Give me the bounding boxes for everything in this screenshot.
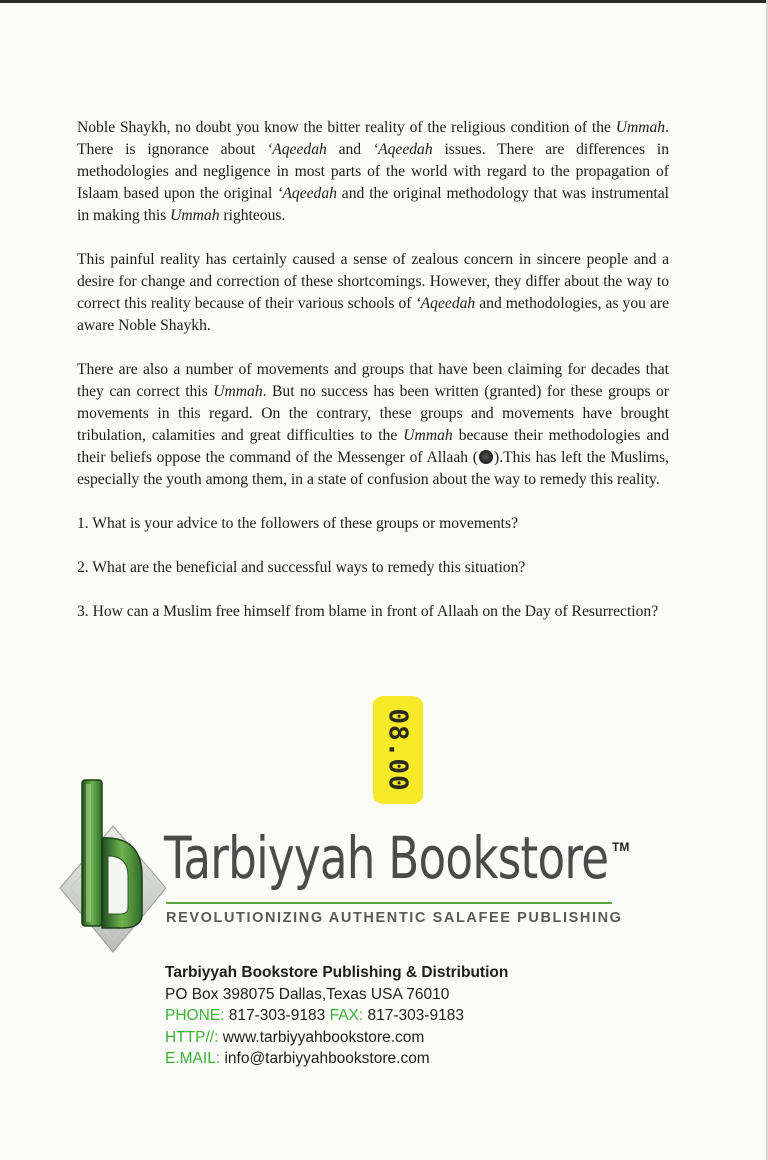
phone-label: PHONE: [165,1007,225,1024]
p1-term-ummah: Ummah [615,119,666,136]
p2-term-aqeedah: ‘Aqeedah [415,295,476,312]
p1-term-aqeedah: ‘Aqeedah [267,141,327,158]
website-line [165,1027,508,1049]
p2-text-a: This painful reality has certainly caused a sense of zealous concern in sincere people and a desire for change and correction of these shortcomings. However, they differ about the way to correct this reality because of their various schools of [77,251,669,312]
p1-text-a: Noble Shaykh, no doubt you know the bitter reality of the religious condition of the [77,119,616,136]
contact-block [165,962,508,1070]
question-3: 3. How can a Muslim free himself from blame in front of Allaah on the Day of Resurrection? [77,603,659,620]
brand-name: Tarbiyyah Bookstore [164,824,609,892]
body-text [77,117,669,645]
price-sticker [373,696,423,804]
p1-term-aqeedah-3: ‘Aqeedah [277,185,337,202]
p1-term-ummah-2: Ummah [170,207,220,224]
paragraph-2 [77,249,669,337]
website-label: HTTP//: [165,1028,219,1046]
postal-address: PO Box 398075 Dallas,Texas USA 76010 [165,985,450,1003]
salutation-glyph-icon [479,450,493,464]
email-line [165,1048,508,1070]
website-url[interactable]: www.tarbiyyahbookstore.com [218,1028,425,1046]
p3-text-c: . But no success has been written (granted) for these groups or movements in this regard. On the contrary, these groups and movements have brought tribulation, calamities and great difficulties to the [77,383,669,444]
price-sticker-text: 08.00 [383,708,413,792]
scan-top-edge [0,0,768,3]
p1-text-e: and [326,141,373,158]
p3-text-a: There are also a number of movements and groups that have been claiming for decades that they can correct this [77,361,669,400]
paragraph-1 [77,117,669,227]
bookstore-logo-icon [58,776,168,956]
p3-text-e: because their methodologies and their beliefs oppose the command of the Messenger of Allaah ( [77,427,669,466]
fax-number: 817-303-9183 [363,1007,465,1024]
phone-fax-line [165,1005,508,1027]
publisher-title: Tarbiyyah Bookstore Publishing & Distribution [165,964,509,981]
paragraph-3 [77,359,669,491]
question-1: 1. What is your advice to the followers of these groups or movements? [77,515,518,532]
email-label: E.MAIL: [165,1050,221,1067]
brand-divider [166,902,612,904]
phone-number: 817-303-9183 [224,1007,330,1024]
brand-tagline: REVOLUTIONIZING AUTHENTIC SALAFEE PUBLISHING [166,910,623,926]
trademark-mark: TM [612,840,630,854]
question-2: 2. What are the beneficial and successful ways to remedy this situation? [77,559,526,576]
email-address[interactable]: info@tarbiyyahbookstore.com [220,1050,430,1067]
p2-text-c: and methodologies, as you are aware Noble Shaykh. [77,295,669,334]
p1-text-g: issues. There are differences in methodologies and negligence in most parts of the world with regard to the propagation of Islaam based upon the original [77,141,669,202]
p1-text-k: righteous. [219,207,286,224]
p1-text-i: and the original methodology that was instrumental in making this [77,185,669,224]
p3-term-ummah-2: Ummah [403,427,453,444]
p3-text-f: ).This has left the Muslims, especially the youth among them, in a state of confusion about the way to remedy this reality. [77,449,669,488]
p1-term-aqeedah-2: ‘Aqeedah [372,141,433,158]
p1-text-c: . There is ignorance about [77,119,669,158]
p3-term-ummah: Ummah [213,383,263,400]
fax-label: FAX: [329,1007,364,1024]
